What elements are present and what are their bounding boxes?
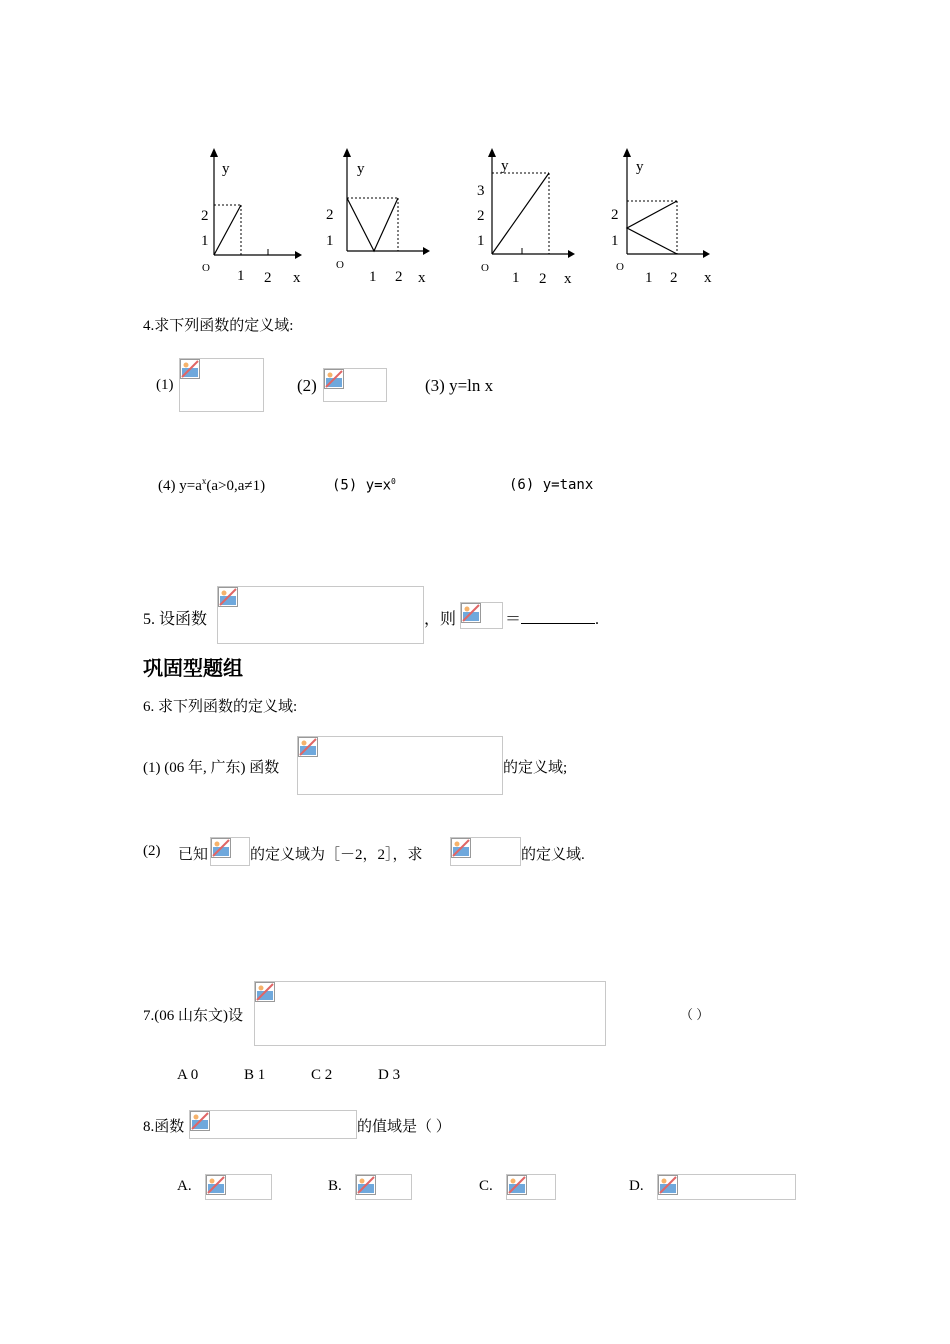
q5-middle: ，则 xyxy=(424,611,457,628)
x-tick: 1 xyxy=(645,270,653,286)
q4-part-1-label: (1) xyxy=(156,377,174,393)
y-tick: 1 xyxy=(477,233,485,249)
q7-option-c: C 2 xyxy=(311,1067,333,1083)
y-axis-label: y xyxy=(636,159,644,175)
x-tick: 1 xyxy=(512,270,520,286)
formula-image-placeholder xyxy=(189,1110,357,1139)
origin-label: O xyxy=(336,259,344,271)
y-tick: 3 xyxy=(477,183,485,199)
y-tick: 1 xyxy=(611,233,619,249)
graph-1 xyxy=(190,145,310,290)
formula-image-placeholder xyxy=(323,368,387,402)
y-tick: 2 xyxy=(326,207,334,223)
broken-image-icon xyxy=(255,982,275,1002)
origin-label: O xyxy=(202,262,210,274)
q6-title: 6. 求下列函数的定义域: xyxy=(143,699,298,715)
formula-image-placeholder xyxy=(205,1174,272,1200)
formula-image-placeholder xyxy=(254,981,606,1046)
formula-image-placeholder xyxy=(179,358,264,412)
q6-part-2-middle: 的定义域为［－2，2］，求 xyxy=(250,847,423,863)
q6-part-2-label: (2) xyxy=(143,843,161,859)
formula-image-placeholder xyxy=(210,837,250,866)
answer-blank[interactable] xyxy=(521,609,595,624)
y-tick: 2 xyxy=(611,207,619,223)
broken-image-icon xyxy=(211,838,231,858)
q8-option-b-label: B. xyxy=(328,1178,342,1194)
q8-option-d-label: D. xyxy=(629,1178,644,1194)
q4-part-5 xyxy=(332,477,396,494)
y-tick: 1 xyxy=(326,233,334,249)
broken-image-icon xyxy=(180,359,200,379)
x-axis-label: x xyxy=(704,270,712,286)
q7-option-a: A 0 xyxy=(177,1067,199,1083)
x-tick: 2 xyxy=(539,271,547,287)
formula-image-placeholder xyxy=(506,1174,556,1200)
formula-image-placeholder xyxy=(217,586,424,644)
formula-image-placeholder xyxy=(297,736,503,795)
q8-suffix: 的值域是（ ） xyxy=(357,1119,451,1135)
q4-part-4-condition: (a>0,a≠1) xyxy=(206,478,266,494)
q4-part-4-exponent: x xyxy=(201,476,207,486)
q6-part-1-prefix: (1) (06 年, 广东) 函数 xyxy=(143,760,280,776)
q8-option-c-label: C. xyxy=(479,1178,493,1194)
y-tick: 2 xyxy=(201,208,209,224)
q5-equals: ＝ xyxy=(505,611,522,628)
y-tick: 1 xyxy=(201,233,209,249)
y-axis-label: y xyxy=(357,161,365,177)
origin-label: O xyxy=(616,261,624,273)
graph-2 xyxy=(323,145,443,290)
formula-image-placeholder xyxy=(460,602,503,629)
q8-option-a-label: A. xyxy=(177,1178,192,1194)
q7-option-b: B 1 xyxy=(244,1067,266,1083)
broken-image-icon xyxy=(658,1175,678,1195)
x-tick: 1 xyxy=(369,269,377,285)
q5-prefix: 5. 设函数 xyxy=(143,611,208,628)
broken-image-icon xyxy=(461,603,481,623)
q7-prefix: 7.(06 山东文)设 xyxy=(143,1008,243,1024)
broken-image-icon xyxy=(356,1175,376,1195)
q4-part-3-function: ln x xyxy=(467,376,494,395)
graph-3 xyxy=(470,145,590,290)
broken-image-icon xyxy=(507,1175,527,1195)
formula-image-placeholder xyxy=(657,1174,796,1200)
broken-image-icon xyxy=(190,1111,210,1131)
q7-option-d: D 3 xyxy=(378,1067,401,1083)
answer-paren: （ ） xyxy=(680,1007,710,1022)
q5-end: . xyxy=(595,611,600,628)
x-axis-label: x xyxy=(293,270,301,286)
q5-answer xyxy=(505,606,599,629)
q4-part-4 xyxy=(158,476,265,495)
section-heading: 巩固型题组 xyxy=(143,656,243,680)
q4-title: 4.求下列函数的定义域: xyxy=(143,318,294,334)
q4-part-3 xyxy=(425,376,493,396)
x-tick: 2 xyxy=(670,270,678,286)
q4-part-4-label: (4) y=a xyxy=(158,478,202,494)
q6-part-2-known: 已知 xyxy=(178,847,209,863)
q4-part-3-label: (3) y= xyxy=(425,376,468,395)
origin-label: O xyxy=(481,262,489,274)
q4-part-5-exponent: 0 xyxy=(391,477,396,486)
x-tick: 1 xyxy=(237,268,245,284)
formula-image-placeholder xyxy=(355,1174,412,1200)
graph-4 xyxy=(605,145,725,290)
q4-part-5-label: (5) y=x xyxy=(332,477,392,494)
y-tick: 2 xyxy=(477,208,485,224)
broken-image-icon xyxy=(206,1175,226,1195)
y-axis-label: y xyxy=(501,158,509,174)
x-axis-label: x xyxy=(418,270,426,286)
broken-image-icon xyxy=(324,369,344,389)
q6-part-1-suffix: 的定义域; xyxy=(503,760,568,776)
broken-image-icon xyxy=(298,737,318,757)
q6-part-2-suffix: 的定义域. xyxy=(521,847,585,863)
formula-image-placeholder xyxy=(450,837,521,866)
x-tick: 2 xyxy=(395,269,403,285)
q8-prefix: 8.函数 xyxy=(143,1119,185,1135)
q4-part-2-label: (2) xyxy=(297,376,317,395)
q4-part-6: (6) y=tanx xyxy=(509,477,594,493)
x-tick: 2 xyxy=(264,270,272,286)
broken-image-icon xyxy=(451,838,471,858)
x-axis-label: x xyxy=(564,271,572,287)
y-axis-label: y xyxy=(222,161,230,177)
broken-image-icon xyxy=(218,587,238,607)
